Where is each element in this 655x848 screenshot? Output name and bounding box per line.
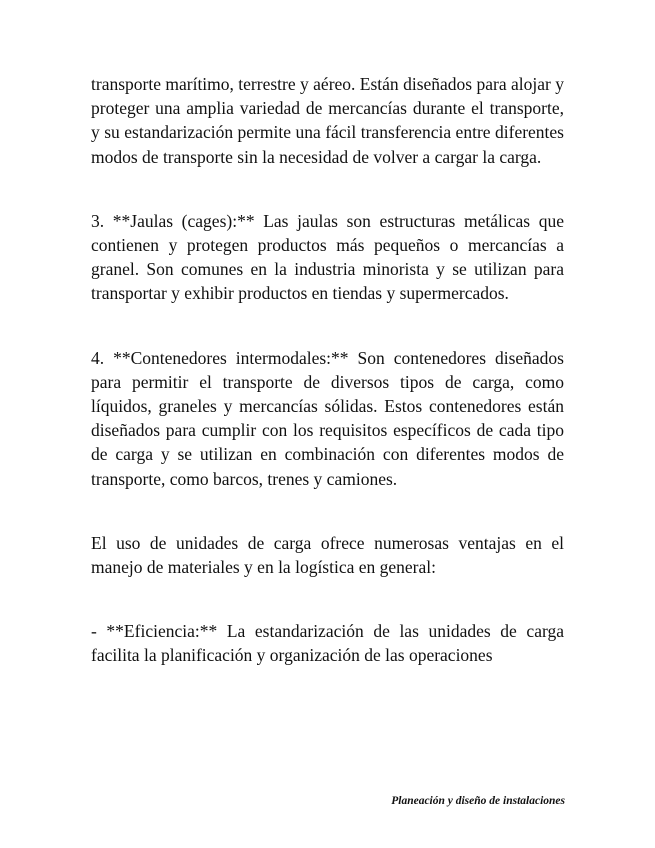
page-footer: Planeación y diseño de instalaciones	[391, 795, 565, 807]
paragraph-cages: 3. **Jaulas (cages):** Las jaulas son estructuras metálicas que contienen y protegen productos más pequeños o mercancías a granel. Son comunes en la industria minorista y se utilizan para transportar y exhibir productos en tiendas y supermercados.	[91, 210, 564, 304]
paragraph-intermodal-containers: 4. **Contenedores intermodales:** Son contenedores diseñados para permitir el transporte de diversos tipos de carga, como líquidos, graneles y mercancías sólidas. Estos contenedores están diseñados para cumplir con los requisitos específicos de cada tipo de carga y se utilizan en combinación con diferentes modos de transporte, como barcos, trenes y camiones.	[91, 347, 564, 489]
document-body	[91, 72, 564, 668]
paragraph-advantages-intro: El uso de unidades de carga ofrece numerosas ventajas en el manejo de materiales y en la logística en general:	[91, 532, 564, 578]
paragraph-containers-continuation: transporte marítimo, terrestre y aéreo. Están diseñados para alojar y proteger una amplia variedad de mercancías durante el transporte, y su estandarización permite una fácil transferencia entre diferentes modos de transporte sin la necesidad de volver a cargar la carga.	[91, 74, 564, 167]
paragraph-efficiency: - **Eficiencia:** La estandarización de las unidades de carga facilita la planificación y organización de las operaciones	[91, 621, 564, 666]
